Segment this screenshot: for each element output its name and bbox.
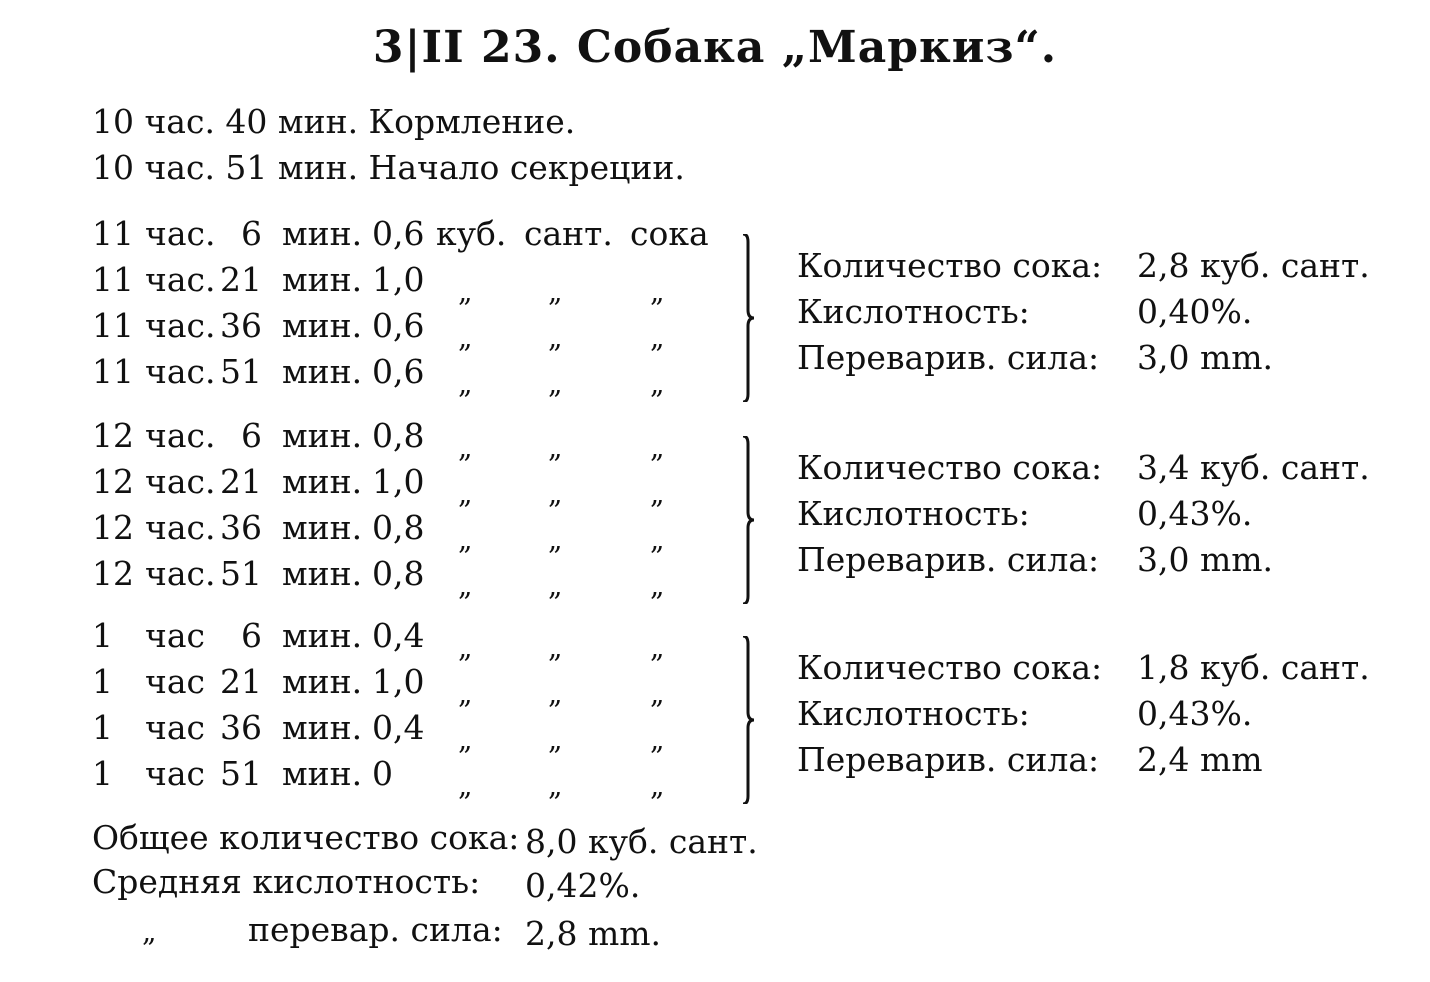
- acidity-label: Кислотность:: [797, 292, 1030, 331]
- hour-value: 11: [92, 352, 134, 391]
- acidity-label: Кислотность:: [797, 694, 1030, 733]
- total-juice-value: 8,0 куб. сант.: [525, 822, 758, 861]
- minute-value: 36: [220, 508, 262, 547]
- minute-value: 6: [241, 214, 262, 253]
- minute-value: 51: [220, 754, 262, 793]
- minute-unit: мин.: [282, 260, 363, 299]
- mean-acidity-label: Средняя кислотность:: [92, 862, 481, 901]
- volume-unit: сока: [630, 214, 709, 253]
- volume-value: 1,0: [372, 462, 425, 501]
- hour-unit: час: [145, 708, 205, 747]
- minute-value: 36: [220, 306, 262, 345]
- minute-unit: мин.: [282, 554, 363, 593]
- minute-unit: мин.: [282, 416, 363, 455]
- juice-quantity-label: Количество сока:: [797, 246, 1103, 285]
- ditto-mark: „: [650, 477, 665, 510]
- hour-value: 12: [92, 554, 134, 593]
- hour-unit: час: [145, 662, 205, 701]
- juice-quantity-label: Количество сока:: [797, 448, 1103, 487]
- minute-unit: мин.: [282, 306, 363, 345]
- hour-unit: час.: [145, 306, 216, 345]
- ditto-mark: „: [548, 367, 563, 400]
- ditto-mark: „: [650, 321, 665, 354]
- minute-unit: мин.: [282, 754, 363, 793]
- acidity-value: 0,43%.: [1137, 694, 1253, 733]
- volume-unit: сант.: [524, 214, 613, 253]
- digestive-power-label: Переварив. сила:: [797, 540, 1100, 579]
- hour-value: 12: [92, 462, 134, 501]
- hour-value: 12: [92, 508, 134, 547]
- ditto-mark: „: [548, 321, 563, 354]
- acidity-label: Кислотность:: [797, 494, 1030, 533]
- intro-line: 10 час. 40 мин. Кормление.: [92, 102, 576, 141]
- volume-unit: куб.: [436, 214, 507, 253]
- minute-value: 36: [220, 708, 262, 747]
- ditto-mark: „: [458, 431, 473, 464]
- juice-quantity-label: Количество сока:: [797, 648, 1103, 687]
- minute-value: 21: [220, 260, 262, 299]
- minute-unit: мин.: [282, 708, 363, 747]
- digestive-power-label: Переварив. сила:: [797, 740, 1100, 779]
- hour-value: 11: [92, 260, 134, 299]
- hour-value: 1: [92, 616, 113, 655]
- volume-value: 0,6: [372, 214, 425, 253]
- ditto-mark: „: [650, 723, 665, 756]
- ditto-mark: „: [548, 569, 563, 602]
- juice-quantity-value: 1,8 куб. сант.: [1137, 648, 1370, 687]
- minute-unit: мин.: [282, 214, 363, 253]
- hour-value: 12: [92, 416, 134, 455]
- minute-value: 21: [220, 462, 262, 501]
- ditto-mark: „: [458, 677, 473, 710]
- group-brace: [740, 436, 754, 604]
- juice-quantity-value: 3,4 куб. сант.: [1137, 448, 1370, 487]
- volume-value: 1,0: [372, 662, 425, 701]
- hour-unit: час.: [145, 508, 216, 547]
- minute-value: 51: [220, 554, 262, 593]
- ditto-mark: „: [650, 367, 665, 400]
- ditto-mark: „: [458, 321, 473, 354]
- volume-value: 0,8: [372, 508, 425, 547]
- total-juice-label: Общее количество сока:: [92, 818, 520, 857]
- mean-acidity-value: 0,42%.: [525, 866, 641, 905]
- ditto-mark: „: [650, 569, 665, 602]
- volume-value: 0,4: [372, 616, 425, 655]
- digestive-power-label: Переварив. сила:: [797, 338, 1100, 377]
- digestive-power-value: 2,4 mm: [1137, 740, 1263, 779]
- ditto-mark: „: [458, 631, 473, 664]
- ditto-mark: „: [548, 723, 563, 756]
- ditto-mark: „: [650, 769, 665, 802]
- volume-value: 0,8: [372, 416, 425, 455]
- acidity-value: 0,43%.: [1137, 494, 1253, 533]
- minute-unit: мин.: [282, 616, 363, 655]
- hour-unit: час.: [145, 260, 216, 299]
- hour-value: 11: [92, 214, 134, 253]
- volume-value: 0: [372, 754, 393, 793]
- ditto-mark: „: [458, 477, 473, 510]
- ditto-mark: „: [458, 367, 473, 400]
- ditto-mark: „: [458, 523, 473, 556]
- ditto-mark: „: [650, 431, 665, 464]
- hour-unit: час.: [145, 554, 216, 593]
- ditto-mark: „: [142, 915, 157, 948]
- ditto-mark: „: [458, 769, 473, 802]
- ditto-mark: „: [548, 523, 563, 556]
- hour-value: 1: [92, 708, 113, 747]
- ditto-mark: „: [458, 723, 473, 756]
- ditto-mark: „: [650, 631, 665, 664]
- ditto-mark: „: [548, 677, 563, 710]
- minute-unit: мин.: [282, 508, 363, 547]
- digestive-power-value: 3,0 mm.: [1137, 540, 1274, 579]
- juice-quantity-value: 2,8 куб. сант.: [1137, 246, 1370, 285]
- ditto-mark: „: [650, 275, 665, 308]
- ditto-mark: „: [548, 477, 563, 510]
- mean-digestive-power-value: 2,8 mm.: [525, 914, 662, 953]
- hour-value: 1: [92, 662, 113, 701]
- hour-unit: час.: [145, 462, 216, 501]
- ditto-mark: „: [650, 523, 665, 556]
- hour-unit: час.: [145, 352, 216, 391]
- volume-value: 0,6: [372, 352, 425, 391]
- ditto-mark: „: [548, 631, 563, 664]
- intro-line: 10 час. 51 мин. Начало секреции.: [92, 148, 685, 187]
- ditto-mark: „: [458, 275, 473, 308]
- hour-unit: час: [145, 754, 205, 793]
- hour-unit: час.: [145, 214, 216, 253]
- digestive-power-value: 3,0 mm.: [1137, 338, 1274, 377]
- ditto-mark: „: [650, 677, 665, 710]
- acidity-value: 0,40%.: [1137, 292, 1253, 331]
- minute-value: 51: [220, 352, 262, 391]
- ditto-mark: „: [548, 275, 563, 308]
- volume-value: 0,8: [372, 554, 425, 593]
- minute-value: 21: [220, 662, 262, 701]
- hour-unit: час.: [145, 416, 216, 455]
- minute-value: 6: [241, 616, 262, 655]
- volume-value: 0,6: [372, 306, 425, 345]
- ditto-mark: „: [458, 569, 473, 602]
- group-brace: [740, 234, 754, 402]
- volume-value: 0,4: [372, 708, 425, 747]
- hour-value: 11: [92, 306, 134, 345]
- hour-value: 1: [92, 754, 113, 793]
- group-brace: [740, 636, 754, 804]
- minute-unit: мин.: [282, 352, 363, 391]
- minute-unit: мин.: [282, 662, 363, 701]
- page-title: 3|II 23. Собака „Маркиз“.: [372, 22, 1058, 73]
- hour-unit: час: [145, 616, 205, 655]
- ditto-mark: „: [548, 431, 563, 464]
- minute-unit: мин.: [282, 462, 363, 501]
- mean-digestive-power-label: перевар. сила:: [248, 910, 503, 949]
- minute-value: 6: [241, 416, 262, 455]
- volume-value: 1,0: [372, 260, 425, 299]
- ditto-mark: „: [548, 769, 563, 802]
